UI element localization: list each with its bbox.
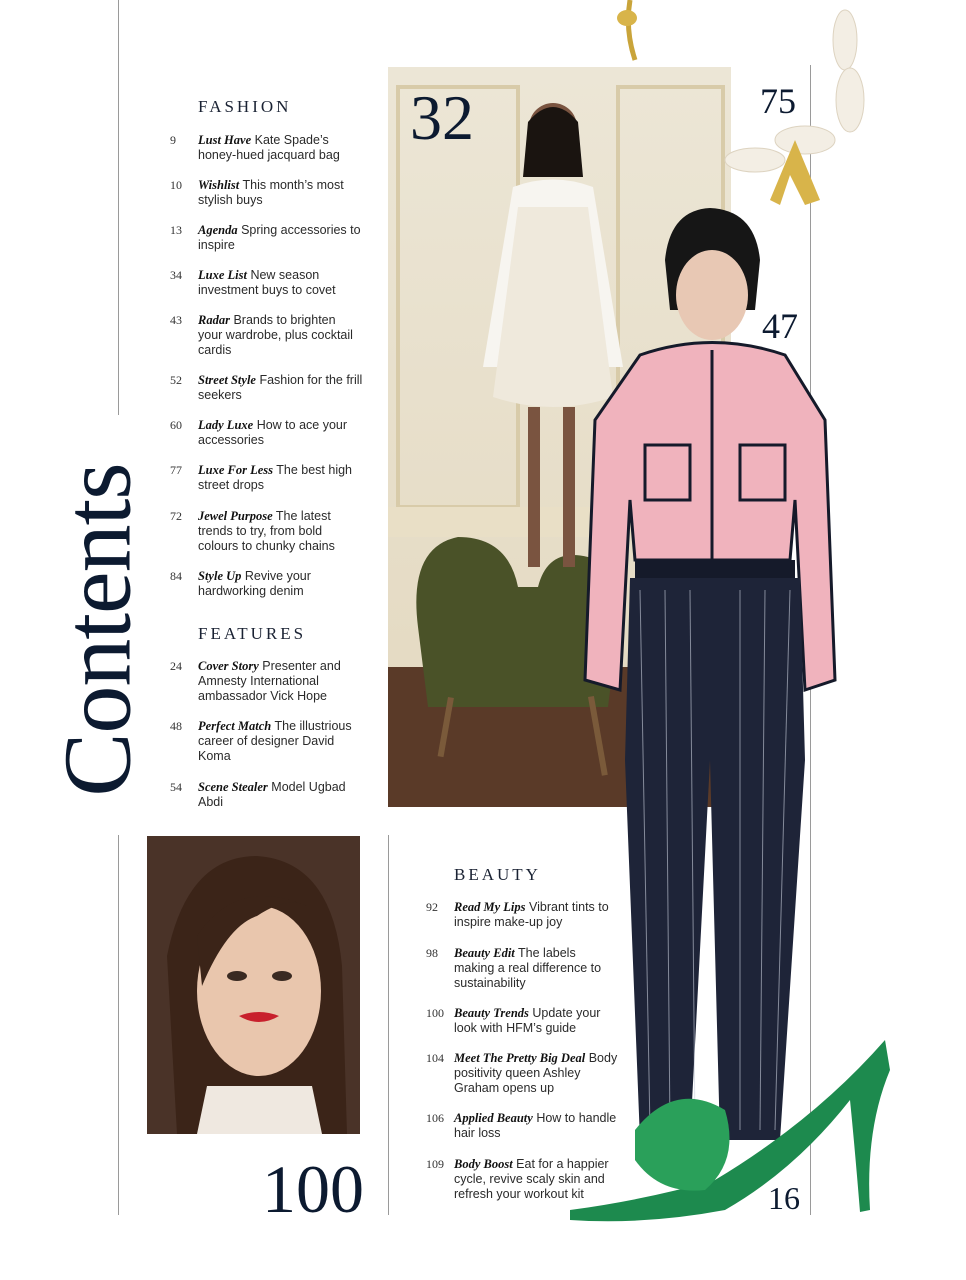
page-marker-47: 47 <box>762 306 798 346</box>
entry-description: Model Ugbad Abdi <box>198 780 346 809</box>
entry-description: Kate Spade’s honey-hued jacquard bag <box>198 133 340 162</box>
entry-title: Cover Story <box>198 659 259 673</box>
entry-description: How to handle hair loss <box>454 1111 617 1140</box>
entry-page-number: 109 <box>426 1157 444 1171</box>
entry-page-number: 10 <box>170 178 182 192</box>
page-marker-16: 16 <box>768 1180 800 1216</box>
entry-title: Style Up <box>198 569 242 583</box>
entry-page-number: 54 <box>170 780 182 794</box>
rule-left-top <box>118 0 119 415</box>
entry-page-number: 43 <box>170 313 182 327</box>
entry-page-number: 84 <box>170 569 182 583</box>
entry-description: The illustrious career of designer David Koma <box>198 719 352 763</box>
entry-page-number: 34 <box>170 268 182 282</box>
entry-title: Beauty Edit <box>454 946 515 960</box>
entry-page-number: 106 <box>426 1111 444 1125</box>
entry-title: Jewel Purpose <box>198 509 273 523</box>
pearl-necklace-illustration <box>605 0 875 215</box>
entry-title: Perfect Match <box>198 719 272 733</box>
beauty-heading: BEAUTY <box>454 865 541 884</box>
entry-page-number: 98 <box>426 946 438 960</box>
entry-description: The best high street drops <box>198 463 352 492</box>
entry-description: Revive your hardworking denim <box>198 569 311 598</box>
entry-title: Beauty Trends <box>454 1006 529 1020</box>
entry-description: How to ace your accessories <box>198 418 348 447</box>
page-marker-100: 100 <box>262 1151 364 1227</box>
entry-title: Applied Beauty <box>454 1111 533 1125</box>
entry-description: Fashion for the frill seekers <box>198 373 363 402</box>
entry-title: Radar <box>198 313 230 327</box>
entry-page-number: 92 <box>426 900 438 914</box>
entry-page-number: 60 <box>170 418 182 432</box>
entry-description: Body positivity queen Ashley Graham opens up <box>454 1051 618 1095</box>
entry-title: Wishlist <box>198 178 240 192</box>
entry-page-number: 13 <box>170 223 182 237</box>
entry-description: Brands to brighten your wardrobe, plus cocktail cardis <box>198 313 353 357</box>
entry-page-number: 9 <box>170 133 176 147</box>
entry-title: Meet The Pretty Big Deal <box>454 1051 586 1065</box>
entry-page-number: 48 <box>170 719 182 733</box>
entry-page-number: 24 <box>170 659 182 673</box>
red-lip-portrait-illustration <box>147 836 360 1134</box>
features-heading: FEATURES <box>198 624 307 643</box>
contents-title: Contents <box>43 463 151 797</box>
page-marker-32: 32 <box>410 82 474 153</box>
green-heel-illustration <box>565 1030 895 1225</box>
entry-title: Read My Lips <box>454 900 526 914</box>
entry-page-number: 77 <box>170 463 182 477</box>
entry-description: The labels making a real difference to sustainability <box>454 946 602 990</box>
entry-title: Street Style <box>198 373 256 387</box>
entry-description: The latest trends to try, from bold colours to chunky chains <box>198 509 335 553</box>
entry-description: Update your look with HFM’s guide <box>454 1006 601 1035</box>
rule-left-bottom <box>118 835 119 1215</box>
entry-title: Lust Have <box>198 133 252 147</box>
entry-page-number: 100 <box>426 1006 444 1020</box>
entry-title: Agenda <box>198 223 238 237</box>
entry-title: Body Boost <box>454 1157 513 1171</box>
entry-description: This month’s most stylish buys <box>198 178 344 207</box>
entry-page-number: 104 <box>426 1051 444 1065</box>
entry-title: Luxe For Less <box>198 463 273 477</box>
entry-description: Eat for a happier cycle, revive scaly skin and refresh your workout kit <box>454 1157 609 1201</box>
entry-description: Vibrant tints to inspire make-up joy <box>454 900 609 929</box>
entry-page-number: 72 <box>170 509 182 523</box>
entry-page-number: 52 <box>170 373 182 387</box>
entry-title: Scene Stealer <box>198 780 268 794</box>
entry-title: Lady Luxe <box>198 418 254 432</box>
fashion-heading: FASHION <box>198 97 292 116</box>
entry-description: New season investment buys to covet <box>198 268 336 297</box>
entry-description: Presenter and Amnesty International ambassador Vick Hope <box>198 659 341 703</box>
entry-title: Luxe List <box>198 268 247 282</box>
photo-red-lip-portrait <box>147 836 360 1134</box>
page-marker-75: 75 <box>760 81 796 121</box>
entry-description: Spring accessories to inspire <box>198 223 361 252</box>
rule-mid-bottom <box>388 835 389 1215</box>
